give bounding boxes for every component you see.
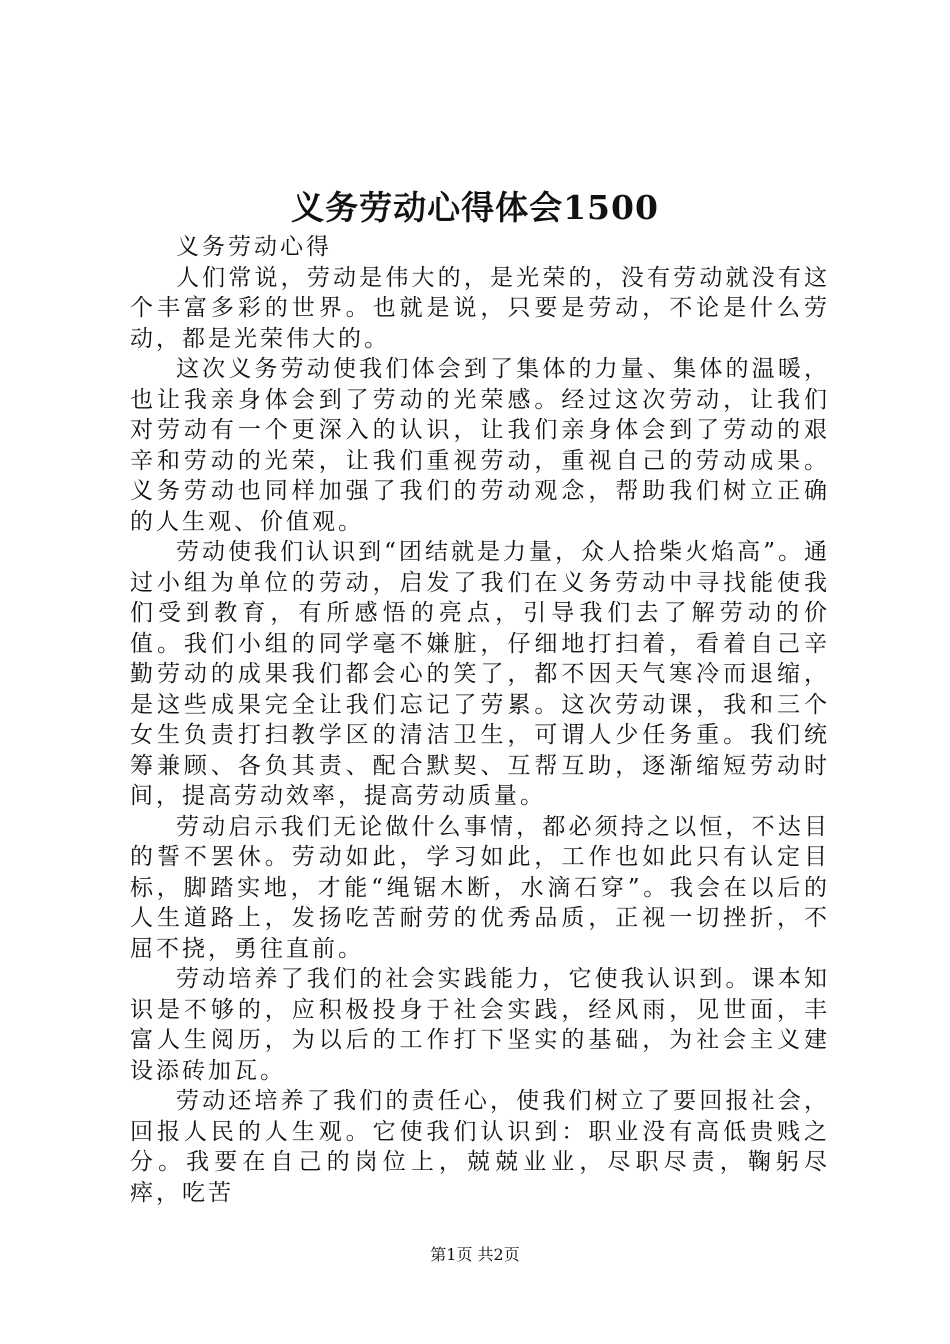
paragraph: 劳动使我们认识到“团结就是力量，众人拾柴火焰高”。通过小组为单位的劳动，启发了我们在义务劳动中寻找能使我们受到教育，有所感悟的亮点，引导我们去了解劳动的价值。我们小组的同学毫不嫌脏，仔细地打扫着，看着自己辛勤劳动的成果我们都会心的笑了，都不因天气寒冷而退缩，是这些成果完全让我们忘记了劳累。这次劳动课，我和三个女生负责打扫教学区的清洁卫生，可谓人少任务重。我们统筹兼顾、各负其责、配合默契、互帮互助，逐渐缩短劳动时间，提高劳动效率，提高劳动质量。: [130, 539, 830, 809]
document-title: 义务劳动心得体会1500: [291, 188, 659, 227]
paragraph: 人们常说，劳动是伟大的，是光荣的，没有劳动就没有这个丰富多彩的世界。也就是说，只要是劳动，不论是什么劳动，都是光荣伟大的。: [130, 264, 830, 352]
document-body: [130, 232, 830, 1208]
paragraph: 劳动启示我们无论做什么事情，都必须持之以恒，不达目的誓不罢休。劳动如此，学习如此，工作也如此只有认定目标，脚踏实地，才能“绳锯木断，水滴石穿”。我会在以后的人生道路上，发扬吃苦耐劳的优秀品质，正视一切挫折，不屈不挠，勇往直前。: [130, 813, 830, 962]
page-footer: 第1页 共2页: [430, 1245, 520, 1264]
paragraph: 义务劳动心得: [176, 234, 332, 260]
paragraph: 这次义务劳动使我们体会到了集体的力量、集体的温暖，也让我亲身体会到了劳动的光荣感。经过这次劳动，让我们对劳动有一个更深入的认识，让我们亲身体会到了劳动的艰辛和劳动的光荣，让我们重视劳动，重视自己的劳动成果。义务劳动也同样加强了我们的劳动观念，帮助我们树立正确的人生观、价值观。: [130, 356, 830, 535]
paragraph: 劳动培养了我们的社会实践能力，它使我认识到。课本知识是不够的，应积极投身于社会实践，经风雨，见世面，丰富人生阅历，为以后的工作打下坚实的基础，为社会主义建设添砖加瓦。: [130, 966, 830, 1084]
paragraph: 劳动还培养了我们的责任心，使我们树立了要回报社会，回报人民的人生观。它使我们认识到：职业没有高低贵贱之分。我要在自己的岗位上，兢兢业业，尽职尽责，鞠躬尽瘁，吃苦: [130, 1088, 830, 1206]
